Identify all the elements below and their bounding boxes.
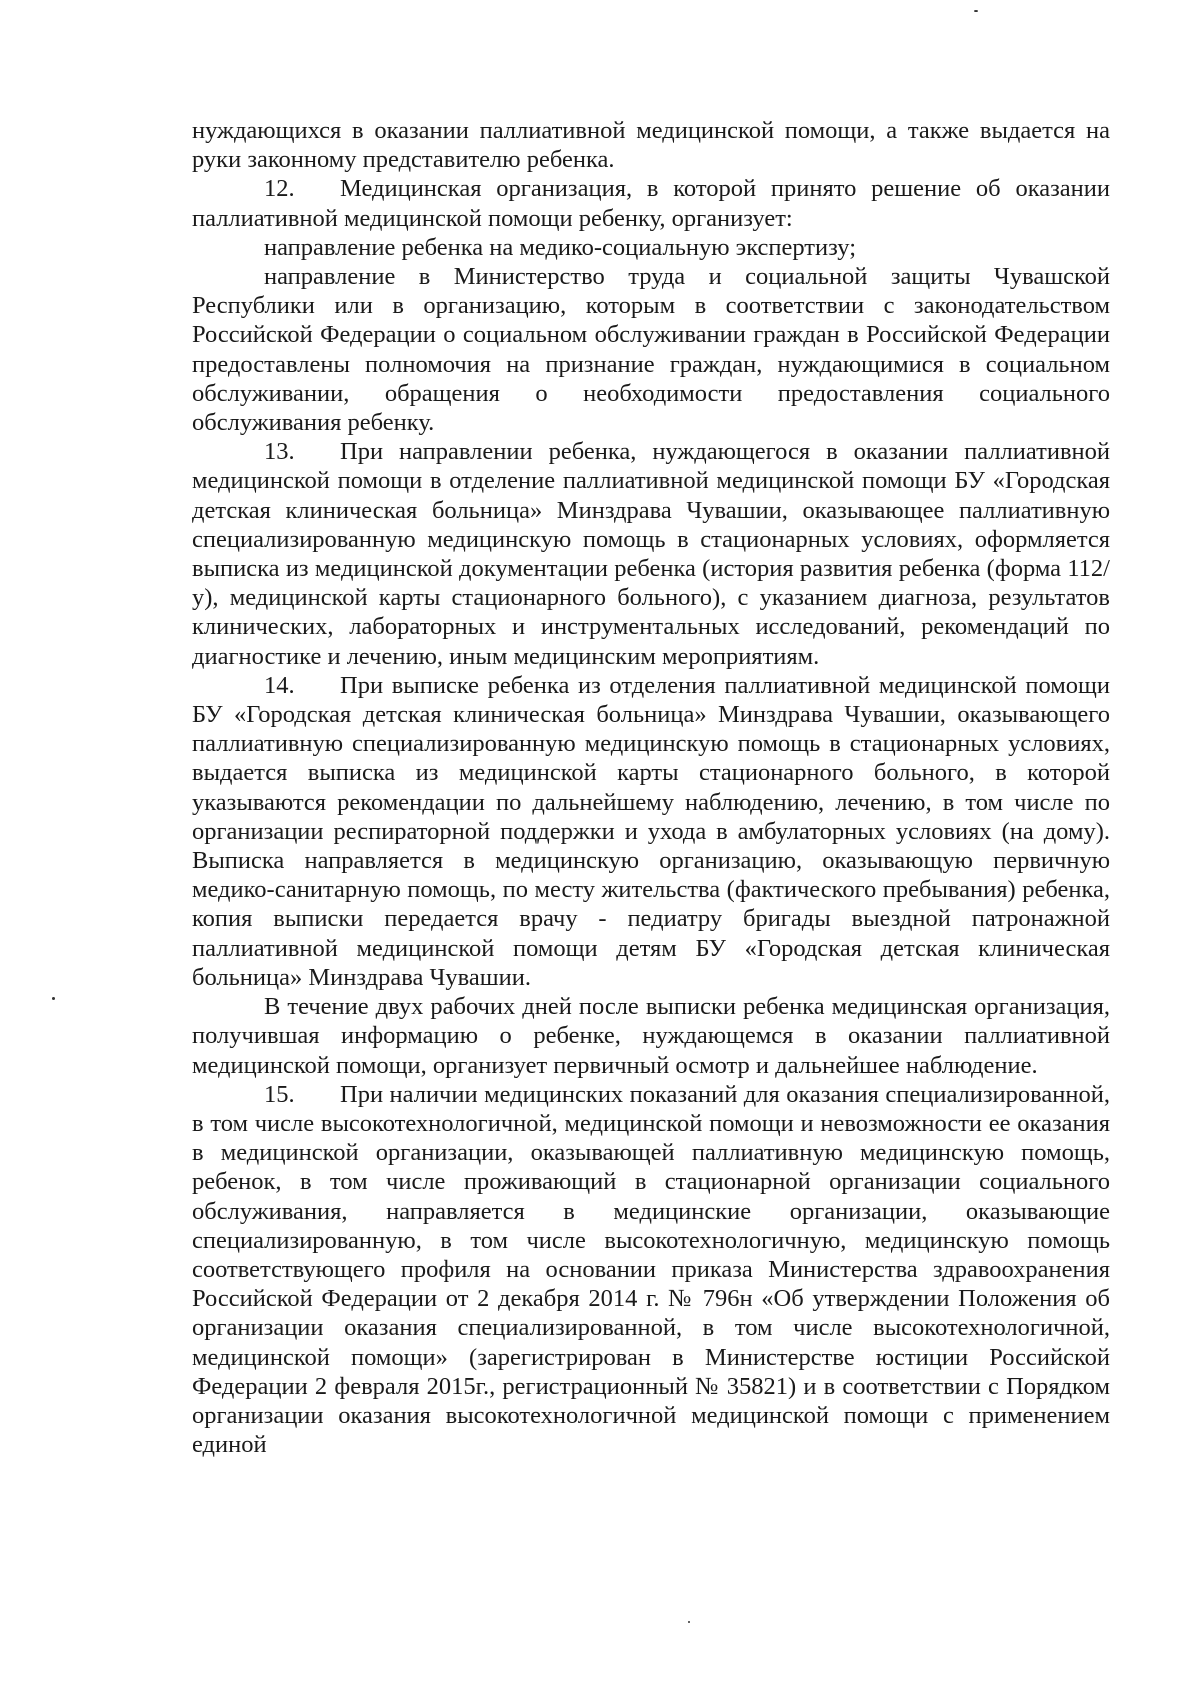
paragraph-12-item-2 <box>192 262 1110 437</box>
paragraph-text: Медицинская организация, в которой принято решение об оказании паллиативной медицинской помощи ребенку, организует: <box>192 175 1110 232</box>
scan-speck <box>974 10 978 12</box>
paragraph-12-item-1 <box>192 233 1110 262</box>
paragraph-14-continuation <box>192 992 1110 1080</box>
paragraph-text: нуждающихся в оказании паллиативной медицинской помощи, а также выдается на руки законному представителю ребенка. <box>192 117 1110 174</box>
scan-speck <box>688 1621 690 1623</box>
paragraph-continuation <box>192 116 1110 174</box>
paragraph-12 <box>192 174 1110 232</box>
paragraph-14 <box>192 671 1110 992</box>
paragraph-15 <box>192 1080 1110 1460</box>
paragraph-number: 14. <box>264 671 295 699</box>
paragraph-text: направление ребенка на медико-социальную экспертизу; <box>264 233 856 261</box>
paragraph-text: В течение двух рабочих дней после выписки ребенка медицинская организация, получившая информацию о ребенке, нуждающемся в оказании паллиативной медицинской помощи, организует первичный осмотр и дальнейшее наблюдение. <box>192 993 1110 1079</box>
scan-speck <box>52 997 55 1000</box>
paragraph-text: направление в Министерство труда и социальной защиты Чувашской Республики или в организацию, которым в соответствии с законодательством Российской Федерации о социальном обслуживании граждан в Российской Федерации предоставлены полномочия на признание граждан, нуждающимися в социальном обслуживании, обращения о необходимости предоставления социального обслуживания ребенку. <box>192 263 1110 437</box>
paragraph-number: 12. <box>264 175 295 203</box>
document-body <box>192 116 1110 1459</box>
paragraph-text: При выписке ребенка из отделения паллиативной медицинской помощи БУ «Городская детская клиническая больница» Минздрава Чувашии, оказывающего паллиативную специализированную медицинскую помощь в стационарных условиях, выдается выписка из медицинской карты стационарного больного, в которой указываются рекомендации по дальнейшему наблюдению, лечению, в том числе по организации респираторной поддержки и ухода в амбулаторных условиях (на дому). Выписка направляется в медицинскую организацию, оказывающую первичную медико-санитарную помощь, по месту жительства (фактического пребывания) ребенка, копия выписки передается врачу - педиатру бригады выездной патронажной паллиативной медицинской помощи детям БУ «Городская детская клиническая больница» Минздрава Чувашии. <box>192 671 1110 991</box>
paragraph-number: 13. <box>264 438 295 466</box>
paragraph-text: При направлении ребенка, нуждающегося в оказании паллиативной медицинской помощи в отделение паллиативной медицинской помощи БУ «Городская детская клиническая больница» Минздрава Чувашии, оказывающее паллиативную специализированную медицинскую помощь в стационарных условиях, оформляется выписка из медицинской документации ребенка (история развития ребенка (форма 112/у), медицинской карты стационарного больного), с указанием диагноза, результатов клинических, лабораторных и инструментальных исследований, рекомендаций по диагностике и лечению, иным медицинским мероприятиям. <box>192 438 1110 670</box>
paragraph-text: При наличии медицинских показаний для оказания специализированной, в том числе высокотехнологичной, медицинской помощи и невозможности ее оказания в медицинской организации, оказывающей паллиативную медицинскую помощь, ребенок, в том числе проживающий в стационарной организации социального обслуживания, направляется в медицинские организации, оказывающие специализированную, в том числе высокотехнологичную, медицинскую помощь соответствующего профиля на основании приказа Министерства здравоохранения Российской Федерации от 2 декабря 2014 г. № 796н «Об утверждении Положения об организации оказания специализированной, в том числе высокотехнологичной, медицинской помощи» (зарегистрирован в Министерстве юстиции Российской Федерации 2 февраля 2015г., регистрационный № 35821) и в соответствии с Порядком организации оказания высокотехнологичной медицинской помощи с применением единой <box>192 1080 1110 1459</box>
paragraph-13 <box>192 437 1110 671</box>
paragraph-number: 15. <box>264 1080 295 1108</box>
